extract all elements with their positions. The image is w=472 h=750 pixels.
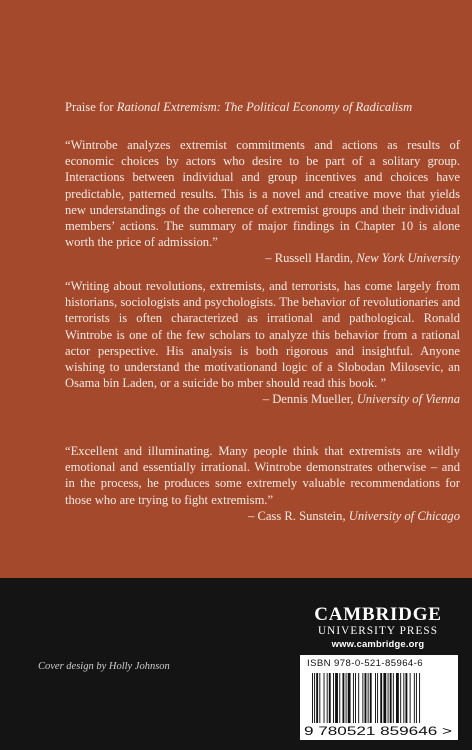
barcode-bar (319, 673, 320, 723)
barcode-bar (377, 673, 378, 723)
review-quote-mueller (65, 278, 460, 408)
quote-text: “Excellent and illuminating. Many people think that extremists are wildly emotional and essentially irrational. Wintrobe demonstrates otherwise – and in the process, he produces some extremely valuable recommendations for those who are trying to fight extremism.” (65, 444, 460, 507)
barcode-bar (339, 673, 340, 723)
barcode-bar (414, 673, 415, 723)
barcode-bar (327, 673, 328, 723)
quote-attribution (65, 250, 460, 266)
barcode-bar (403, 673, 404, 723)
barcode-bar (316, 673, 318, 723)
barcode-digits: 9 780521 859646 > (304, 724, 452, 738)
barcode-bar (370, 673, 372, 723)
quote-author: – Russell Hardin, (265, 251, 357, 266)
barcode-bar (405, 673, 407, 723)
cover-design-credit: Cover design by Holly Johnson (38, 661, 170, 672)
quote-institution: New York University (356, 251, 460, 266)
barcode-bar (419, 673, 420, 723)
barcode-bar (380, 673, 382, 723)
barcode-bar (342, 673, 344, 723)
barcode-bar (388, 673, 389, 723)
quote-author: – Cass R. Sunstein, (248, 508, 349, 523)
barcode-bar (416, 673, 417, 723)
quote-author: – Dennis Mueller, (262, 392, 357, 407)
isbn-barcode-block (300, 655, 458, 740)
cambridge-logo (296, 605, 460, 650)
barcode-bar (335, 673, 338, 723)
barcode-bar (355, 673, 356, 723)
praise-prefix: Praise for (65, 100, 117, 114)
barcode-bar (333, 673, 334, 723)
barcode-bar (410, 673, 411, 723)
barcode-bar (390, 673, 392, 723)
praise-heading (65, 99, 460, 115)
barcode-bar (396, 673, 399, 723)
book-title: Rational Extremism: The Political Economy of Radicalism (116, 100, 413, 114)
review-quote-sunstein (65, 443, 460, 524)
quote-text: “Wintrobe analyzes extremist commitments and actions as results of economic choices by actors who desire to be part of a solitary group. Interactions between individual and group incentives and choices have predictable, patterned results. This is a novel and creative move that yields new understandings of the coherence of extremist groups and their individual members’ actions. The summary of major findings in Chapter 10 is alone worth the price of admission.” (65, 138, 460, 250)
barcode-bar (329, 673, 331, 723)
barcode-bar (346, 673, 347, 723)
quote-attribution (65, 508, 460, 524)
barcode-bar (324, 673, 325, 723)
quote-text: “Writing about revolutions, extremists, and terrorists, has come largely from historians, sociologists and psychologists. The behavior of revolutionaries and terrorists is often characterized as irrational and pathological. Ronald Wintrobe is one of the few scholars to analyze this behavior from a rational actor perspective. His analysis is both rigorous and insightful. Anyone wishing to understand the motivationand logic of a Slobodan Milosevic, an Osama bin Laden, or a suicide bo mber should read this book. ” (65, 279, 460, 391)
quote-institution: University of Chicago (348, 508, 460, 523)
publisher-url: www.cambridge.org (331, 638, 425, 649)
barcode-bar (312, 673, 313, 723)
barcode-bar (358, 673, 359, 723)
publisher-name: CAMBRIDGE (314, 604, 442, 625)
quote-attribution (65, 391, 460, 407)
isbn-label: ISBN 978-0-521-85964-6 (307, 658, 423, 669)
barcode-bar (348, 673, 351, 723)
publisher-press: UNIVERSITY PRESS (317, 625, 439, 637)
barcode-bar (365, 673, 367, 723)
barcode-bar (400, 673, 401, 723)
quote-institution: University of Vienna (356, 392, 460, 407)
barcode-bar (393, 673, 394, 723)
barcode-bar (383, 673, 386, 723)
barcode-bars (312, 673, 420, 723)
barcode-bar (362, 673, 363, 723)
barcode-bar (314, 673, 315, 723)
barcode-bar (368, 673, 369, 723)
review-quote-hardin (65, 137, 460, 267)
barcode-bar (375, 673, 376, 723)
barcode-bar (353, 673, 354, 723)
